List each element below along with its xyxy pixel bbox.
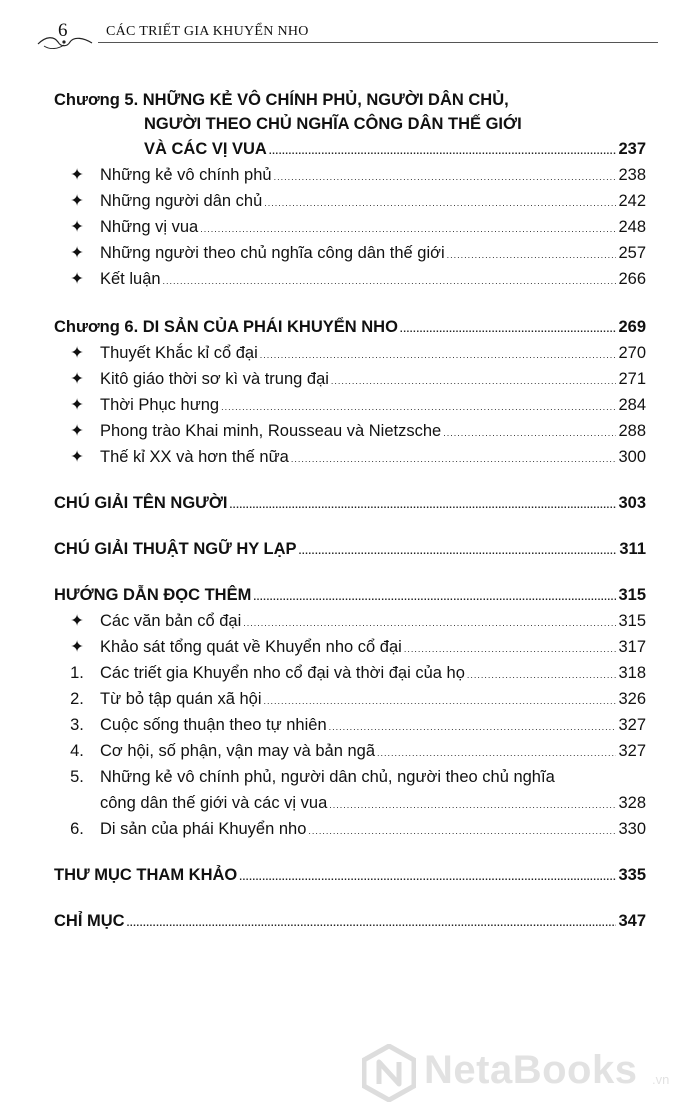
greek-glossary-heading: CHÚ GIẢI THUẬT NGỮ HY LẠP ..... 311 [54, 536, 646, 562]
item-number: 5. [70, 768, 84, 786]
names-glossary-heading: CHÚ GIẢI TÊN NGƯỜI ..... 303 [54, 490, 646, 516]
toc-item: ✦ Thế kỉ XX và hơn thế nữa ..... 300 [54, 444, 646, 470]
toc-item: 4. Cơ hội, số phận, vận may và bản ngã ..... 327 [54, 738, 646, 764]
table-of-contents [54, 88, 646, 934]
watermark-suffix: .vn [652, 1072, 670, 1087]
star-bullet-icon: ✦ [70, 638, 84, 656]
chapter-6-heading: Chương 6. DI SẢN CỦA PHÁI KHUYỂN NHO ..... 269 [54, 314, 646, 340]
star-bullet-icon: ✦ [70, 218, 84, 236]
header-rule [98, 42, 658, 43]
toc-item: 5. Những kẻ vô chính phủ, người dân chủ, người theo chủ nghĩa [54, 764, 646, 790]
star-bullet-icon: ✦ [70, 396, 84, 414]
toc-item-continuation: công dân thế giới và các vị vua ..... 328 [54, 790, 646, 816]
toc-item: ✦ Những kẻ vô chính phủ ..... 238 [54, 162, 646, 188]
star-bullet-icon: ✦ [70, 192, 84, 210]
item-number: 6. [70, 820, 84, 838]
chapter-5-title-line-2: NGƯỜI THEO CHỦ NGHĨA CÔNG DÂN THẾ GIỚI [144, 115, 522, 133]
toc-item: ✦ Những vị vua ..... 248 [54, 214, 646, 240]
index-heading: CHỈ MỤC ..... 347 [54, 908, 646, 934]
toc-item: ✦ Những người theo chủ nghĩa công dân thế giới ..... 257 [54, 240, 646, 266]
watermark [362, 1044, 682, 1104]
toc-item: 1. Các triết gia Khuyển nho cổ đại và thời đại của họ ..... 318 [54, 660, 646, 686]
toc-item: ✦ Thời Phục hưng ..... 284 [54, 392, 646, 418]
running-header [36, 18, 676, 52]
star-bullet-icon: ✦ [70, 244, 84, 262]
further-reading-heading: HƯỚNG DẪN ĐỌC THÊM ..... 315 [54, 582, 646, 608]
toc-item: ✦ Kitô giáo thời sơ kì và trung đại ..... 271 [54, 366, 646, 392]
chapter-5-title-line-3: VÀ CÁC VỊ VUA ..... 237 [54, 136, 646, 162]
item-number: 4. [70, 742, 84, 760]
toc-item: ✦ Kết luận ..... 266 [54, 266, 646, 292]
toc-item: ✦ Những người dân chủ ..... 242 [54, 188, 646, 214]
toc-item: 3. Cuộc sống thuận theo tự nhiên ..... 327 [54, 712, 646, 738]
star-bullet-icon: ✦ [70, 344, 84, 362]
page-ref: 237 [618, 140, 646, 158]
toc-item: 6. Di sản của phái Khuyển nho ..... 330 [54, 816, 646, 842]
running-title: CÁC TRIẾT GIA KHUYỂN NHO [106, 24, 309, 39]
page-number: 6 [58, 20, 68, 41]
star-bullet-icon: ✦ [70, 612, 84, 630]
star-bullet-icon: ✦ [70, 370, 84, 388]
toc-item: ✦ Thuyết Khắc kỉ cổ đại ..... 270 [54, 340, 646, 366]
chapter-5-title-line-1: Chương 5. NHỮNG KẺ VÔ CHÍNH PHỦ, NGƯỜI DÂN CHỦ, [54, 91, 509, 109]
item-number: 2. [70, 690, 84, 708]
leader-dots [269, 139, 617, 165]
toc-item: ✦ Phong trào Khai minh, Rousseau và Nietzsche ..... 288 [54, 418, 646, 444]
star-bullet-icon: ✦ [70, 448, 84, 466]
toc-item: ✦ Các văn bản cổ đại ..... 315 [54, 608, 646, 634]
toc-item: ✦ Khảo sát tổng quát về Khuyển nho cổ đại ..... 317 [54, 634, 646, 660]
star-bullet-icon: ✦ [70, 422, 84, 440]
item-number: 1. [70, 664, 84, 682]
star-bullet-icon: ✦ [70, 270, 84, 288]
toc-item: 2. Từ bỏ tập quán xã hội ..... 326 [54, 686, 646, 712]
watermark-brand: NetaBooks [424, 1048, 638, 1092]
star-bullet-icon: ✦ [70, 166, 84, 184]
bibliography-heading: THƯ MỤC THAM KHẢO ..... 335 [54, 862, 646, 888]
item-number: 3. [70, 716, 84, 734]
netabooks-logo-icon [362, 1044, 416, 1102]
